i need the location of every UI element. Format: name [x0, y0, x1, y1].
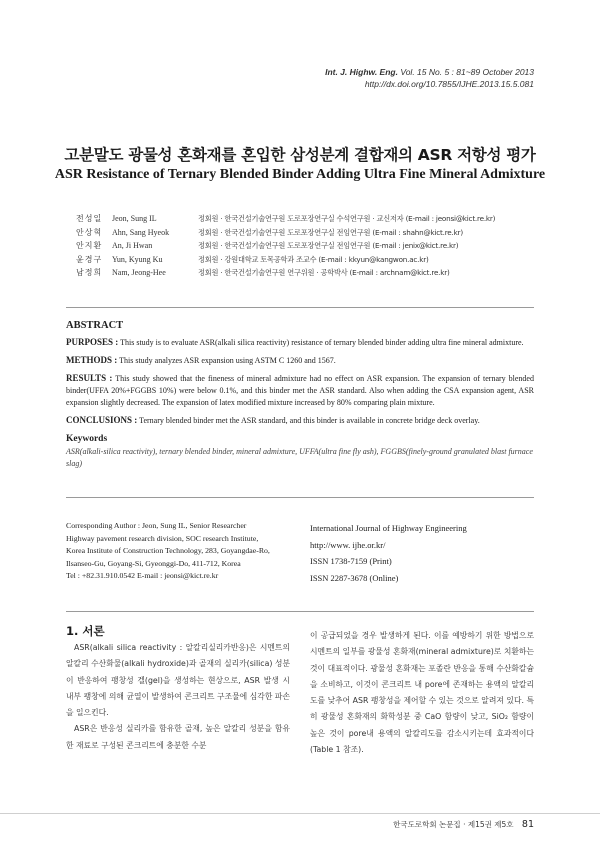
- author-affiliation: 정회원 · 한국건설기술연구원 도로포장연구실 전임연구원 (E-mail : shahn@kict.re.kr): [198, 227, 463, 237]
- author-row: [76, 239, 546, 253]
- purposes-label: PURPOSES :: [66, 337, 119, 347]
- corr-line: Tel : +82.31.910.0542 E-mail : jeonsi@kict.re.kr: [66, 571, 219, 580]
- page-number: 81: [521, 819, 534, 830]
- journal-header: [325, 66, 534, 90]
- author-affiliation: 정회원 · 강원대학교 토목공학과 조교수 (E-mail : kkyun@kangwon.ac.kr): [198, 254, 429, 264]
- corresponding-author-block: [66, 520, 296, 583]
- keywords-text: ASR(alkali-silica reactivity), ternary blended binder, mineral admixture, UFFA(ultra fine fly ash), FGGBS(finely-ground granulated blast furnace slag): [66, 447, 533, 468]
- author-korean-name: 남정희: [76, 268, 103, 278]
- volume-info: Vol. 15 No. 5 : 81~89 October 2013: [400, 67, 534, 77]
- divider: [66, 307, 534, 308]
- divider: [66, 497, 534, 498]
- journal-url[interactable]: http://www. ijhe.or.kr/: [310, 539, 386, 550]
- abstract-purposes: [66, 336, 534, 349]
- abstract-heading: ABSTRACT: [66, 320, 124, 331]
- doi-link[interactable]: http://dx.doi.org/10.7855/IJHE.2013.15.5.081: [364, 79, 534, 89]
- issn-print: ISSN 1738-7159 (Print): [310, 556, 392, 566]
- author-affiliation: 정회원 · 한국건설기술연구원 도로포장연구실 전임연구원 (E-mail : jenix@kict.re.kr): [198, 241, 459, 251]
- methods-label: METHODS :: [66, 355, 118, 365]
- corr-line: Korea Institute of Construction Technology, 283, Goyangdae-Ro,: [66, 546, 270, 555]
- results-text: This study showed that the fineness of mineral admixture had no effect on ASR expansion. The expansion of ternary blended binder(UFFA 20%+FGGBS 10%) were below 0.1%, and this binder met the ASR standard. Also when adding the CSA expansion agent, ASR expansion slightly decreased. The expansion of latex modified mixture increased by 80% comparing plain mixture.: [66, 374, 534, 407]
- keywords-heading: Keywords: [66, 434, 108, 444]
- author-english-name: An, Ji Hwan: [112, 241, 153, 251]
- abstract-methods: [66, 354, 534, 367]
- author-row: [76, 226, 546, 240]
- author-korean-name: 안지환: [76, 241, 103, 251]
- author-list: [76, 212, 546, 280]
- methods-text: This study analyzes ASR expansion using ASTM C 1260 and 1567.: [119, 356, 336, 365]
- author-affiliation: 정회원 · 한국건설기술연구원 연구위원 · 공학박사 (E-mail : archnam@kict.re.kr): [198, 268, 450, 278]
- corr-line: Highway pavement research division, SOC research Institute,: [66, 533, 259, 543]
- body-paragraph: ASR(alkali silica reactivity : 알칼리실리카반응)은 시멘트의 알칼리 수산화물(alkali hydroxide)과 골재의 실리카(silica) 성분이 반응하여 팽창성 겔(gel)을 생성하는 현상으로, ASR 발생 시 내부 팽창에 의해 균열이 발생하여 콘크리트 구조물에 심각한 파손을 일으킨다.: [66, 643, 290, 718]
- author-english-name: Yun, Kyung Ku: [112, 254, 163, 264]
- footer-journal-name: 한국도로학회 논문집 · 제15권 제5호: [393, 820, 514, 829]
- journal-abbrev: Int. J. Highw. Eng.: [325, 67, 398, 77]
- corr-line: Corresponding Author : Jeon, Sung IL, Senior Researcher: [66, 521, 247, 530]
- author-row: [76, 253, 546, 267]
- author-english-name: Nam, Jeong-Hee: [112, 268, 166, 278]
- author-affiliation: 정회원 · 한국건설기술연구원 도로포장연구실 수석연구원 · 교신저자 (E-mail : jeonsi@kict.re.kr): [198, 214, 496, 223]
- author-korean-name: 윤경구: [76, 254, 103, 264]
- abstract-results: [66, 372, 534, 409]
- journal-name: International Journal of Highway Engineering: [310, 523, 467, 533]
- results-label: RESULTS :: [66, 373, 113, 383]
- purposes-text: This study is to evaluate ASR(alkali silica reactivity) resistance of ternary blended binder adding ultra fine mineral admixture.: [120, 338, 524, 347]
- title-english: ASR Resistance of Ternary Blended Binder Adding Ultra Fine Mineral Admixture: [54, 167, 546, 182]
- conclusions-label: CONCLUSIONS :: [66, 415, 138, 425]
- section-title: 1. 서론: [66, 624, 105, 638]
- body-column-right: [310, 628, 534, 758]
- journal-info-block: [310, 520, 534, 586]
- author-korean-name: 안상혁: [76, 227, 103, 237]
- author-english-name: Jeon, Sung IL: [112, 214, 157, 223]
- body-paragraph: ASR은 반응성 실리카를 함유한 골재, 높은 알칼리 성분을 함유한 재료로 구성된 콘크리트에 충분한 수분: [66, 724, 290, 750]
- author-row: [76, 266, 546, 280]
- divider: [66, 611, 534, 612]
- page-footer: [393, 819, 534, 830]
- body-column-left: [66, 640, 290, 754]
- title-korean: 고분말도 광물성 혼화재를 혼입한 삼성분계 결합재의 ASR 저항성 평가: [64, 146, 536, 164]
- author-korean-name: 전성일: [76, 214, 103, 223]
- corr-line: Ilsanseo-Gu, Goyang-Si, Gyeonggi-Do, 411-712, Korea: [66, 558, 241, 568]
- body-paragraph: 이 공급되었을 경우 발생하게 된다. 이를 예방하기 위한 방법으로 시멘트의 일부를 광물성 혼화재(mineral admixture)로 치환하는 것이 대표적이다. 광물성 혼화재는 포졸란 반응을 통해 수산화칼슘을 소비하고, 이것이 콘크리트 내 pore에 존재하는 용액의 알칼리도를 낮추어 ASR 팽창성을 제어할 수 있는 것으로 알려져 있다. 특히 광물성 혼화재의 화학성분 중 CaO 함량이 낮고, SiO₂ 함량이 높은 것이 pore내 용액의 알칼리도를 감소시키는데 효과적이다(Table 1 참조).: [310, 631, 534, 755]
- issn-online: ISSN 2287-3678 (Online): [310, 572, 399, 583]
- abstract-conclusions: [66, 414, 534, 427]
- author-english-name: Ahn, Sang Hyeok: [112, 227, 170, 237]
- footer-divider: [0, 813, 600, 814]
- abstract-block: [66, 320, 534, 470]
- author-row: [76, 212, 546, 226]
- conclusions-text: Ternary blended binder met the ASR standard, and this binder is available in concrete bridge deck overlay.: [139, 416, 480, 425]
